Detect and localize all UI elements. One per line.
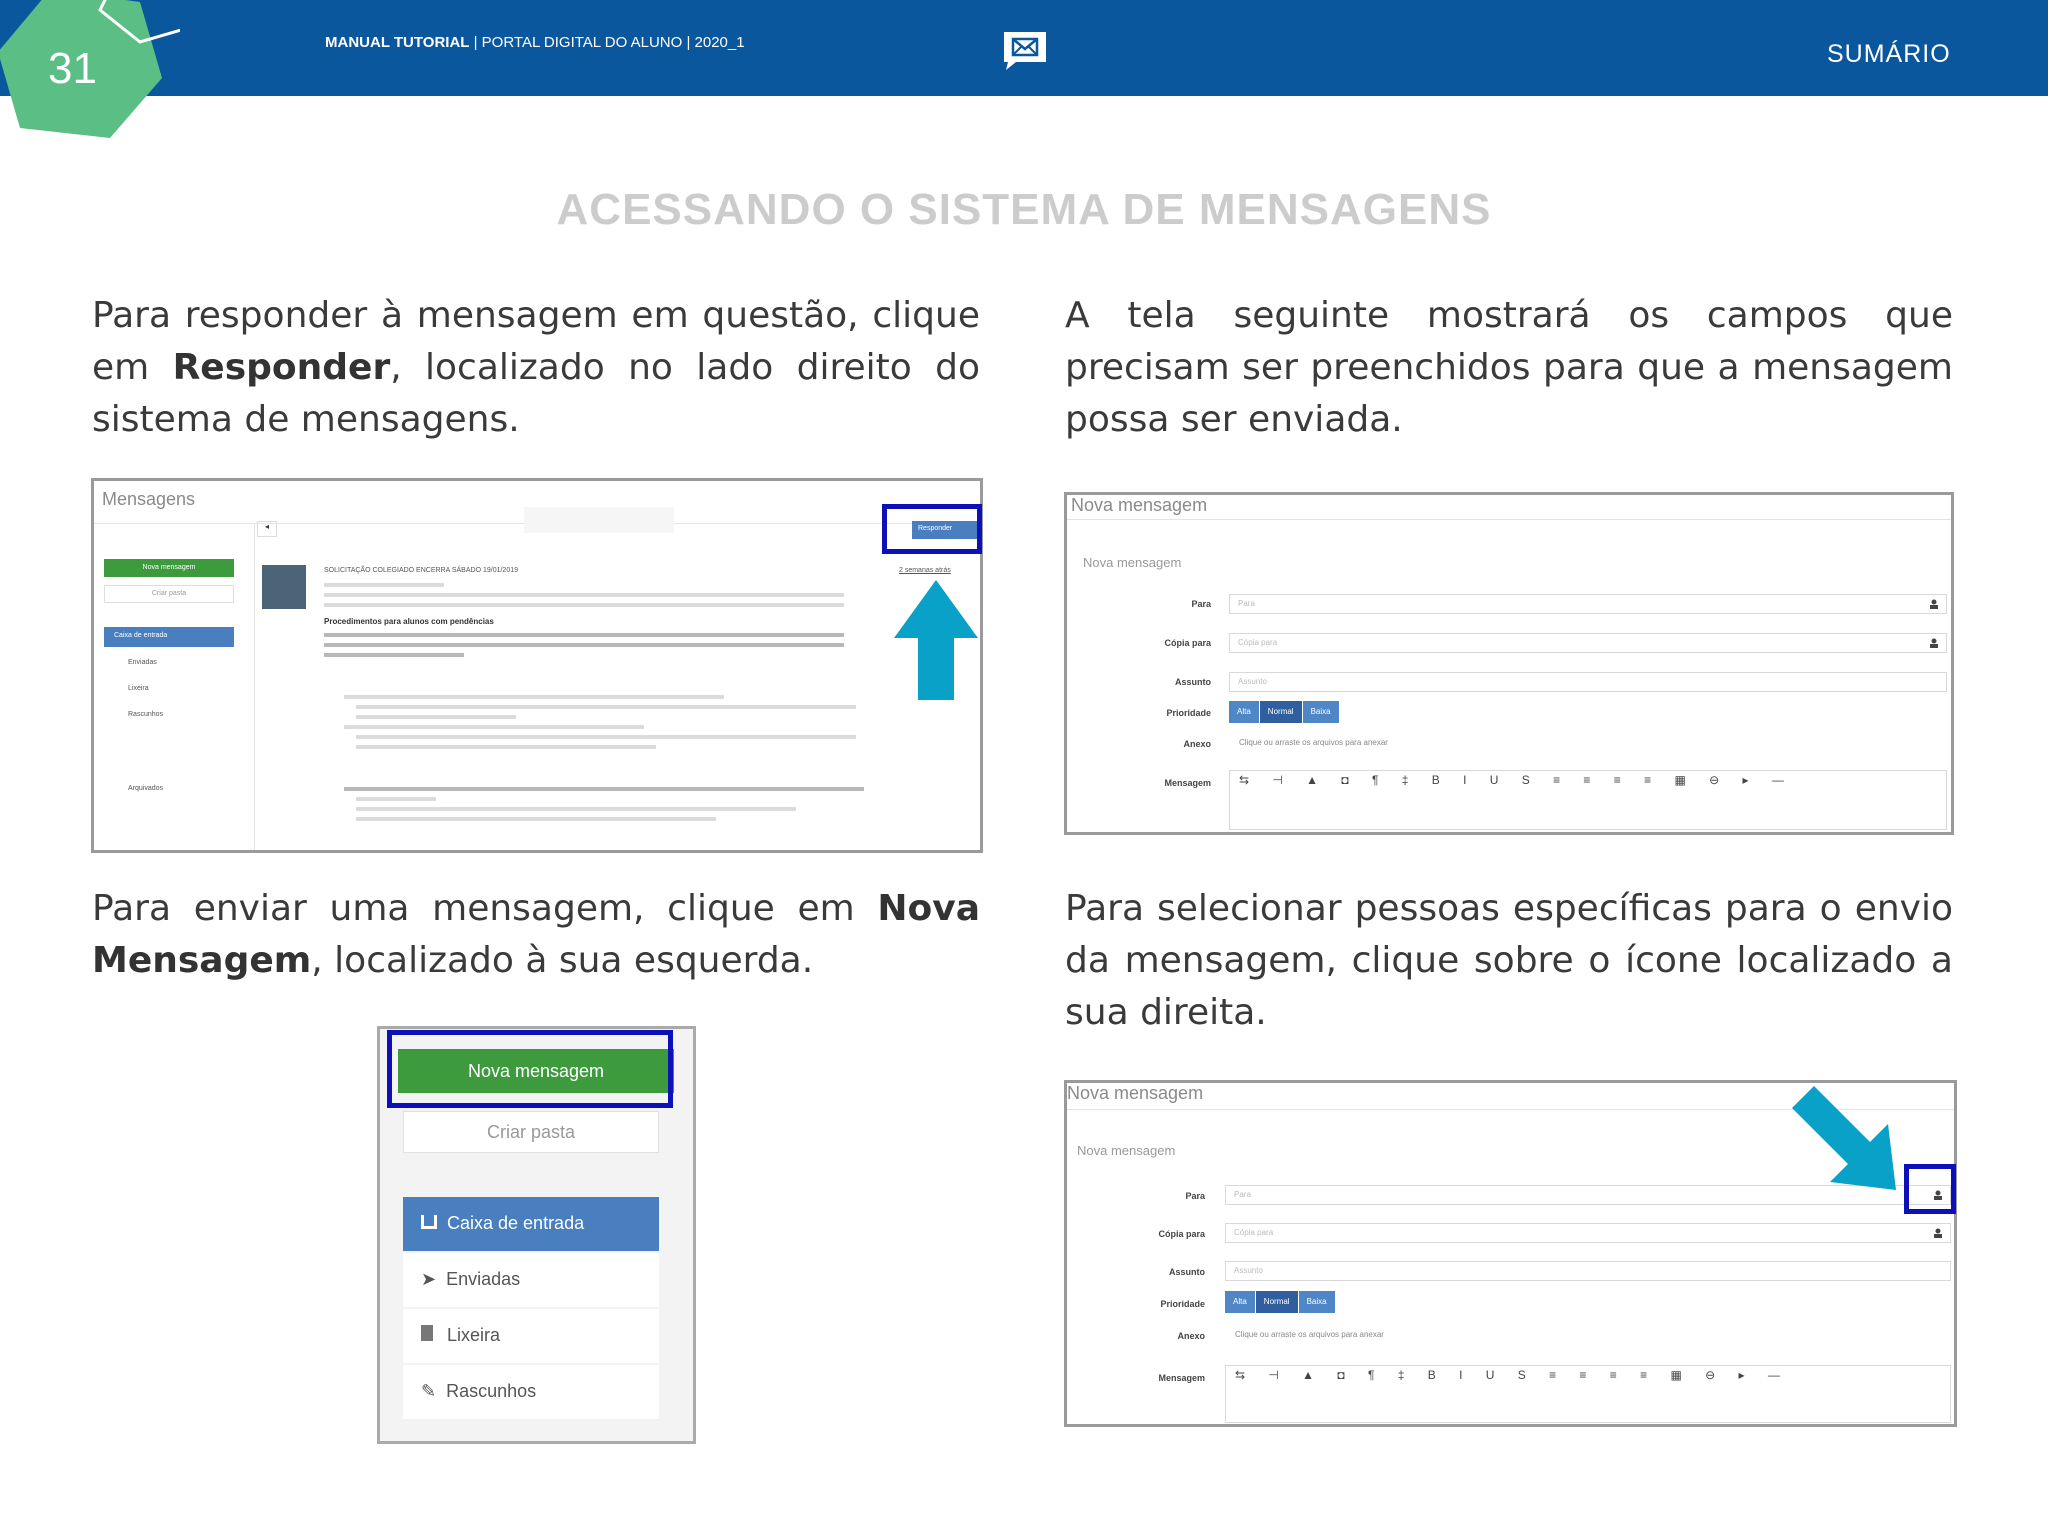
user-picker-icon[interactable] bbox=[1934, 1228, 1942, 1238]
priority-high[interactable]: Alta bbox=[1229, 701, 1259, 723]
sidebar-item-trash[interactable]: Lixeira bbox=[403, 1309, 659, 1363]
reply-highlight-box bbox=[882, 504, 982, 554]
manual-title: MANUAL TUTORIAL | PORTAL DIGITAL DO ALUNO | 2020_1 bbox=[325, 34, 745, 51]
inbox-create-folder-button[interactable]: Criar pasta bbox=[104, 585, 234, 603]
picker-field-subject[interactable]: Assunto bbox=[1225, 1261, 1951, 1281]
form-label-to: Para bbox=[1191, 599, 1211, 609]
paragraph-form-fields: A tela seguinte mostrará os campos que precisam ser preenchidos para que a mensagem possa ser enviada. bbox=[1065, 295, 1953, 440]
picker-label-subject: Assunto bbox=[1169, 1267, 1205, 1277]
inbox-folder-trash[interactable]: Lixeira bbox=[128, 685, 149, 692]
editor-toolbar[interactable]: ⇆ ⊣ ▲ ◘ ¶ ‡ B I U S ≡ ≡ ≡ ≡ ▦ ⊖ ▸ — bbox=[1239, 773, 1794, 787]
summary-link[interactable]: SUMÁRIO bbox=[1827, 40, 1951, 68]
form-attach-hint[interactable]: Clique ou arraste os arquivos para anexar bbox=[1239, 738, 1388, 747]
inbox-message-heading: Procedimentos para alunos com pendências bbox=[324, 617, 494, 626]
inbox-window-title: Mensagens bbox=[102, 489, 196, 509]
picker-label-message: Mensagem bbox=[1158, 1373, 1205, 1383]
inbox-folder-inbox[interactable]: Caixa de entrada bbox=[104, 627, 234, 647]
paragraph-new-message: Para enviar uma mensagem, clique em Nova Mensagem, localizado à sua esquerda. bbox=[92, 888, 980, 981]
inbox-thumbnail bbox=[262, 565, 306, 609]
form-label-priority: Prioridade bbox=[1166, 708, 1211, 718]
sidebar-new-message-button[interactable]: Nova mensagem bbox=[398, 1049, 674, 1093]
picker-field-cc[interactable]: Cópia para bbox=[1225, 1223, 1951, 1243]
inbox-message-time: 2 semanas atrás bbox=[899, 567, 951, 574]
form-field-to[interactable]: Para bbox=[1229, 594, 1947, 614]
picker-editor-toolbar[interactable]: ⇆ ⊣ ▲ ◘ ¶ ‡ B I U S ≡ ≡ ≡ ≡ ▦ ⊖ ▸ — bbox=[1235, 1368, 1790, 1382]
inbox-tray-icon bbox=[421, 1215, 437, 1229]
picker-label-priority: Prioridade bbox=[1160, 1299, 1205, 1309]
paragraph-select-people: Para selecionar pessoas específicas para o envio da mensagem, clique sobre o ícone localizado a sua direita. bbox=[1065, 888, 1953, 1033]
inbox-folder-drafts[interactable]: Rascunhos bbox=[128, 711, 164, 718]
inbox-message-subject: SOLICITAÇÃO COLEGIADO ENCERRA SÁBADO 19/01/2019 bbox=[324, 567, 518, 574]
picker-form-title: Nova mensagem bbox=[1077, 1143, 1176, 1158]
picker-priority-group[interactable] bbox=[1225, 1291, 1336, 1313]
picker-priority-normal[interactable]: Normal bbox=[1256, 1291, 1298, 1313]
inbox-back-button[interactable]: ◂ bbox=[257, 521, 277, 537]
page-number: 31 bbox=[48, 44, 97, 93]
form-label-subject: Assunto bbox=[1175, 677, 1211, 687]
paragraph-reply: Para responder à mensagem em questão, clique em Responder, localizado no lado direito do sistema de mensagens. bbox=[92, 295, 980, 440]
mail-icon[interactable] bbox=[1002, 30, 1048, 72]
picker-field-to[interactable]: Para bbox=[1225, 1185, 1951, 1205]
picker-attach-hint[interactable]: Clique ou arraste os arquivos para anexar bbox=[1235, 1330, 1384, 1339]
picker-priority-low[interactable]: Baixa bbox=[1299, 1291, 1335, 1313]
priority-normal[interactable]: Normal bbox=[1260, 701, 1302, 723]
screenshot-inbox bbox=[91, 478, 983, 853]
form-label-cc: Cópia para bbox=[1164, 638, 1211, 648]
user-picker-icon[interactable] bbox=[1930, 638, 1938, 648]
inbox-new-message-button[interactable]: Nova mensagem bbox=[104, 559, 234, 577]
arrow-down-right-icon bbox=[1792, 1086, 1902, 1196]
user-picker-icon[interactable] bbox=[1930, 599, 1938, 609]
inbox-search-field[interactable] bbox=[524, 507, 674, 533]
picker-label-cc: Cópia para bbox=[1158, 1229, 1205, 1239]
sidebar-item-sent[interactable]: ➤ Enviadas bbox=[403, 1253, 659, 1307]
user-picker-highlight-box bbox=[1904, 1164, 1956, 1214]
inbox-folder-sent[interactable]: Enviadas bbox=[128, 659, 157, 666]
form-priority-group[interactable] bbox=[1229, 701, 1340, 723]
inbox-folder-archived[interactable]: Arquivados bbox=[128, 785, 164, 792]
form-label-message: Mensagem bbox=[1164, 778, 1211, 788]
form-window-title: Nova mensagem bbox=[1071, 495, 1208, 515]
form-title: Nova mensagem bbox=[1083, 555, 1182, 570]
new-message-highlight-box bbox=[387, 1030, 673, 1108]
arrow-up-icon bbox=[894, 580, 978, 700]
section-title: ACESSANDO O SISTEMA DE MENSAGENS bbox=[556, 185, 1492, 234]
sidebar-item-drafts[interactable]: ✎ Rascunhos bbox=[403, 1365, 659, 1419]
picker-label-to: Para bbox=[1185, 1191, 1205, 1201]
sidebar-item-inbox[interactable]: Caixa de entrada bbox=[403, 1197, 659, 1251]
picker-priority-high[interactable]: Alta bbox=[1225, 1291, 1255, 1313]
picker-window-title: Nova mensagem bbox=[1067, 1083, 1204, 1103]
sidebar-create-folder-button[interactable]: Criar pasta bbox=[403, 1111, 659, 1153]
form-field-cc[interactable]: Cópia para bbox=[1229, 633, 1947, 653]
screenshot-new-message-form bbox=[1064, 492, 1954, 835]
trash-icon bbox=[421, 1325, 433, 1341]
send-icon: ➤ bbox=[421, 1269, 437, 1289]
priority-low[interactable]: Baixa bbox=[1303, 701, 1339, 723]
pencil-icon: ✎ bbox=[421, 1381, 437, 1401]
form-field-subject[interactable]: Assunto bbox=[1229, 672, 1947, 692]
form-label-attachment: Anexo bbox=[1183, 739, 1211, 749]
inbox-reply-button[interactable]: Responder bbox=[912, 521, 982, 539]
picker-label-attachment: Anexo bbox=[1177, 1331, 1205, 1341]
